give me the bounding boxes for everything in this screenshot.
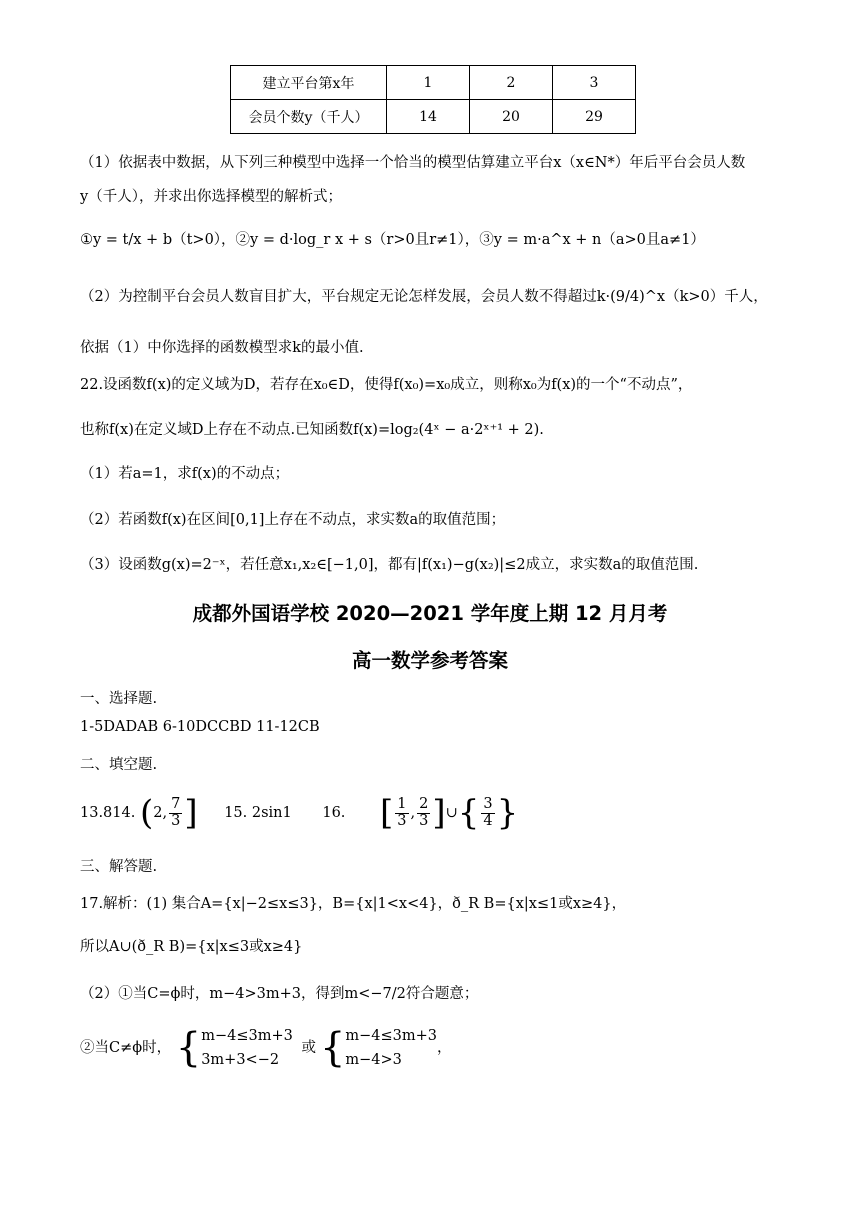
system1-eq2: 3m+3<−2 [201, 1052, 280, 1068]
table-cell: 1 [387, 66, 470, 100]
q21-part2-line2: 依据（1）中你选择的函数模型求k的最小值. [80, 340, 364, 356]
fill-15-label: 15. [224, 805, 248, 821]
answer-subtitle: 高一数学参考答案 [351, 649, 508, 672]
table-cell: 会员个数y（千人） [231, 100, 387, 134]
q21-models: ①y = t/x + b（t>0），②y = d·log_r x + s（r>0且r≠1），③y = m·a^x + n（a>0且a≠1） [80, 232, 705, 248]
table-cell: 建立平台第x年 [231, 66, 387, 100]
table-row [231, 100, 636, 134]
table-cell: 20 [470, 100, 553, 134]
table-cell: 29 [553, 100, 636, 134]
section-solution-heading: 三、解答题. [80, 859, 158, 875]
a17-line1: 17.解析：(1) 集合A={x|−2≤x≤3}，B={x|1<x<4}，ð_R B={x|x≤1或x≥4}， [80, 896, 627, 912]
q22-line1: 22.设函数f(x)的定义域为D，若存在x₀∈D，使得f(x₀)=x₀成立，则称x₀为f(x)的一个“不动点”， [80, 377, 693, 393]
table-cell: 14 [387, 100, 470, 134]
answer-title: 成都外国语学校 2020—2021 学年度上期 12 月月考 [192, 602, 668, 625]
or-word: 或 [301, 1040, 316, 1056]
q22-part1: （1）若a=1，求f(x)的不动点； [80, 466, 290, 482]
q21-part1-line1: （1）依据表中数据，从下列三种模型中选择一个恰当的模型估算建立平台x（x∈N*）年后平台会员人数 [80, 155, 746, 171]
table-cell: 3 [553, 66, 636, 100]
system2-eq1: m−4≤3m+3 [345, 1028, 438, 1044]
section-choice-heading: 一、选择题. [80, 691, 158, 707]
q21-part2-line1: （2）为控制平台会员人数盲目扩大，平台规定无论怎样发展，会员人数不得超过k·(9/4)^x（k>0）千人， [80, 289, 768, 305]
table-row [231, 66, 636, 100]
fill-14-label: 14. [112, 805, 136, 821]
fill-13: 13.8 [80, 805, 113, 821]
q22-part3: （3）设函数g(x)=2⁻ˣ，若任意x₁,x₂∈[−1,0]，都有|f(x₁)−g(x₂)|≤2成立，求实数a的取值范围. [80, 557, 699, 573]
table-cell: 2 [470, 66, 553, 100]
fill-15-value: 2sin1 [251, 805, 292, 821]
choice-answers: 1-5DADAB 6-10DCCBD 11-12CB [80, 719, 320, 735]
a17-line2: 所以A∪(ð_R B)={x|x≤3或x≥4} [80, 939, 303, 955]
fill-16-label: 16. [322, 805, 346, 821]
section-fill-heading: 二、填空题. [80, 757, 158, 773]
a17-line4: ②当C≠ϕ时， { m−4≤3m+3 3m+3<−2 或 { m−4≤3m+3 m−4>3 ， [80, 1025, 452, 1071]
q21-part1-line2: y（千人），并求出你选择模型的解析式； [80, 189, 342, 205]
data-table [230, 65, 636, 134]
a17-case2-lead: ②当C≠ϕ时， [80, 1040, 172, 1056]
a17-line3: （2）①当C=ϕ时，m−4>3m+3，得到m<−7/2符合题意； [80, 986, 479, 1002]
system1-eq1: m−4≤3m+3 [201, 1028, 293, 1044]
q22-line2: 也称f(x)在定义域D上存在不动点.已知函数f(x)=log₂(4ˣ − a·2ˣ⁺¹ + 2). [80, 422, 544, 438]
system2-eq2: m−4>3 [345, 1052, 402, 1068]
fill-answers: 13.814. (2, $\frac{7}{3}$ ] 15. 2sin1 16. [ $\frac{1}{3}$ , $\frac{2}{3}$ ]∪{ $\frac{3}{4}$ } [80, 793, 519, 833]
q22-part2: （2）若函数f(x)在区间[0,1]上存在不动点，求实数a的取值范围； [80, 512, 506, 528]
